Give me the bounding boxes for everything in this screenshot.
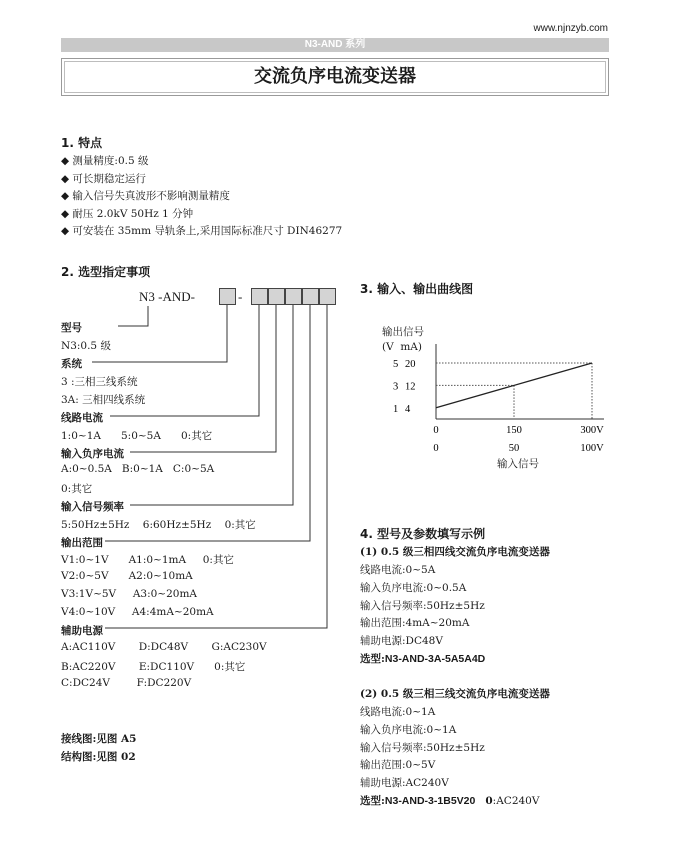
group-line: N3:0.5 级 [61, 340, 111, 352]
bullet-icon: ◆ [61, 225, 70, 237]
curve-ylabel: 输出信号 [382, 326, 424, 338]
example2-title: (2) 0.5 级三相三线交流负序电流变送器 [360, 688, 550, 700]
y-tick-label-volt: 3 [393, 381, 399, 393]
feature-text: 可长期稳定运行 [72, 172, 146, 185]
group-label-frequency: 输入信号频率 [61, 501, 124, 513]
group-label-output: 输出范围 [61, 537, 103, 549]
group-line: V1:0~1V A1:0~1mA 0:其它 [61, 554, 234, 566]
structure-reference: 结构图:见图 02 [61, 751, 136, 763]
group-line: 1:0~1A 5:0~5A 0:其它 [61, 430, 213, 442]
bullet-icon: ◆ [61, 172, 70, 185]
code-dash: - [238, 289, 243, 304]
guide-lines [436, 363, 592, 419]
group-line: A:0~0.5A B:0~1A C:0~5A [61, 463, 215, 475]
list-item: 输入信号频率:50Hz±5Hz [360, 599, 485, 612]
example1-lines [360, 562, 485, 669]
group-label-model: 型号 [61, 322, 82, 334]
model-label: 选型: [360, 794, 385, 807]
group-line: 0:其它 [61, 483, 93, 495]
group-label-system: 系统 [61, 358, 82, 370]
x-tick-label: 0 [433, 425, 439, 436]
x-tick-label: 100V [580, 443, 604, 454]
y-tick-label-volt: 5 [393, 359, 399, 370]
page-title: 交流负序电流变送器 [254, 66, 416, 87]
list-item: 输入信号频率:50Hz±5Hz [360, 741, 485, 754]
feature-text: 耐压 2.0kV 50Hz 1 分钟 [72, 207, 194, 220]
model-value: N3-AND-3A-5A5A4D [384, 652, 486, 665]
x-tick-labels [433, 425, 604, 454]
feature-text: 测量精度:0.5 级 [72, 155, 149, 167]
series-label: N3-AND 系列 [304, 39, 366, 50]
list-item: 线路电流:0~5A [360, 564, 436, 576]
model-value: N3-AND-3-1B5V20 [384, 794, 476, 807]
x-tick-label: 0 [433, 443, 439, 454]
model-extra: :AC240V [492, 794, 540, 807]
curve-xlabel: 输入信号 [497, 458, 539, 470]
model-label: 选型: [360, 652, 385, 665]
group-label-power: 辅助电源 [61, 625, 103, 637]
features-heading: 1. 特点 [61, 136, 103, 150]
model-code-prefix: N3 -AND- [139, 289, 195, 304]
group-label-negseq: 输入负序电流 [61, 448, 124, 460]
x-tick-label: 300V [580, 425, 604, 436]
group-line: A:AC110V D:DC48V G:AC230V [61, 641, 267, 653]
x-tick-label: 50 [508, 443, 520, 454]
group-line: C:DC24V F:DC220V [61, 677, 192, 689]
group-line: B:AC220V E:DC110V 0:其它 [61, 661, 246, 673]
y-tick-label-ma: 4 [405, 403, 411, 415]
group-line: 5:50Hz±5Hz 6:60Hz±5Hz 0:其它 [61, 519, 256, 531]
group-line: 3 :三相三线系统 [61, 376, 138, 388]
list-item: 辅助电源:AC240V [360, 777, 449, 790]
selection-heading: 2. 选型指定事项 [61, 265, 151, 279]
model-extra-code: 0 [485, 794, 493, 807]
bullet-icon: ◆ [61, 207, 70, 220]
y-tick-label-ma: 20 [405, 359, 416, 370]
group-line: 3A: 三相四线系统 [61, 394, 146, 406]
examples-heading: 4. 型号及参数填写示例 [360, 527, 486, 541]
wiring-reference: 接线图:见图 A5 [61, 733, 137, 745]
list-item: 输入负序电流:0~1A [360, 723, 457, 736]
website-url: www.njnzyb.com [533, 23, 608, 34]
y-tick-label-ma: 12 [405, 381, 416, 393]
group-line: V3:1V~5V A3:0~20mA [61, 588, 197, 600]
group-line: V4:0~10V A4:4mA~20mA [61, 606, 214, 618]
list-item: 辅助电源:DC48V [360, 635, 443, 648]
group-line: V2:0~5V A2:0~10mA [61, 570, 193, 582]
y-tick-label-volt: 1 [393, 403, 399, 415]
bullet-icon: ◆ [61, 155, 70, 167]
group-label-line-current: 线路电流 [61, 412, 103, 424]
example1-title: (1) 0.5 级三相四线交流负序电流变送器 [360, 546, 550, 558]
list-item: 输出范围:0~5V [360, 759, 436, 772]
y-tick-labels [393, 359, 416, 415]
curve-yunits: (V mA) [382, 341, 422, 353]
list-item: 输入负序电流:0~0.5A [360, 581, 467, 594]
x-tick-label: 150 [506, 425, 522, 436]
curve-heading: 3. 输入、输出曲线图 [360, 282, 474, 296]
example2-model [360, 793, 539, 811]
list-item: 线路电流:0~1A [360, 706, 436, 718]
bullet-icon: ◆ [61, 190, 70, 202]
feature-text: 可安装在 35mm 导轨条上,采用国际标准尺寸 DIN46277 [72, 225, 343, 237]
example1-model [360, 651, 485, 669]
list-item: 输出范围:4mA~20mA [360, 617, 470, 630]
example2-lines [360, 704, 539, 811]
feature-text: 输入信号失真波形不影响测量精度 [72, 190, 230, 202]
